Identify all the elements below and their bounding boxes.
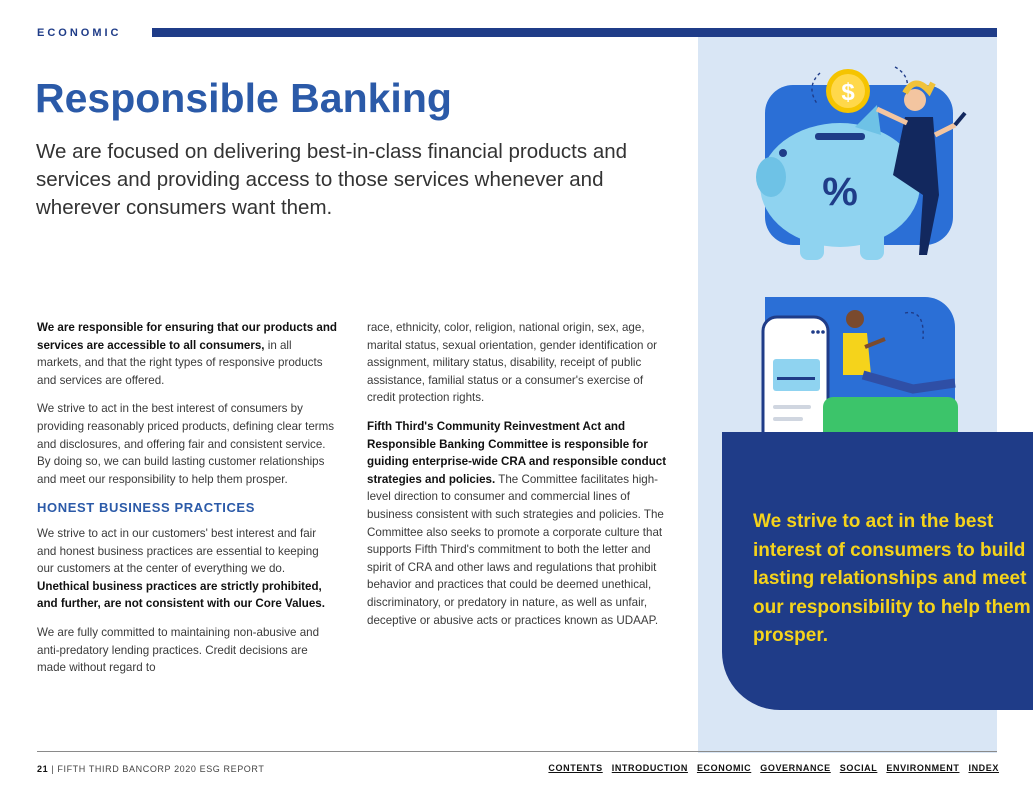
page-number: 21 [37,764,49,774]
bold-lead: We are responsible for ensuring that our products and services are accessible to all consumers, [37,321,337,352]
body-column-1 [37,319,337,688]
section-subheading: HONEST BUSINESS PRACTICES [37,500,255,516]
nav-link-environment[interactable]: ENVIRONMENT [886,763,960,773]
nav-link-contents[interactable]: CONTENTS [548,763,603,773]
paragraph: We strive to act in the best interest of consumers by providing reasonably priced products, defining clear terms and disclosures, and offering fair and consistent service. By doing so, we can build lasting customer relationships and meet our responsibility to help them prosper. [37,402,335,486]
section-bar [152,28,997,37]
footer-report-info [37,764,264,774]
paragraph-text: The Committee facilitates high-level direction to consumer and commercial lines of business consistent with such strategies and policies. The Committee also seeks to promote a corporate culture that supports Fifth Third's commitment to both the letter and spirit of CRA and other laws and regulations that prohibit behavior and practices that could be deemed unethical, discriminatory, or predatory in nature, as well as unfair, deceptive or abusive acts or practices known as UDAAP. [367,472,664,627]
bold-lead: Fifth Third's Community Reinvestment Act and Responsible Banking Committee is responsible for guiding enterprise-wide CRA and responsible conduct strategies and policies. [367,419,667,486]
percent-symbol: % [822,170,858,214]
paragraph-text: in all markets, and that the right types of responsive products and services are offered. [37,338,323,387]
callout-quote: We strive to act in the best interest of consumers to build lasting relationships and meet our responsibility to help them prosper. [753,511,1031,646]
bold-statement: Unethical business practices are strictly prohibited, and further, are not consistent with our Core Values. [37,579,325,611]
nav-link-economic[interactable]: ECONOMIC [696,763,752,773]
paragraph: We are fully committed to maintaining non-abusive and anti-predatory lending practices. Credit decisions are made without regard to [37,625,320,675]
footer-separator: | [51,764,55,774]
nav-link-index[interactable]: INDEX [968,763,999,773]
footer-navigation [548,763,999,773]
paragraph [37,525,337,613]
paragraph [37,319,337,389]
nav-link-social[interactable]: SOCIAL [839,763,878,773]
section-label: ECONOMIC [37,27,122,39]
paragraph [367,418,667,629]
page-title: Responsible Banking [35,75,452,121]
footer-divider [37,751,997,752]
body-column-2 [367,319,667,640]
dollar-symbol: $ [841,79,855,106]
nav-link-introduction[interactable]: INTRODUCTION [611,763,688,773]
paragraph: race, ethnicity, color, religion, national origin, sex, age, marital status, sexual orientation, gender identification or assignment, military status, disability, receipt of public assistance, familial status or a consumer's exercise of credit protection rights. [367,321,658,405]
nav-link-governance[interactable]: GOVERNANCE [760,763,831,773]
paragraph-text: We strive to act in our customers' best interest and fair and honest business practices are essential to keeping our customers at the center of everything we do. [37,526,319,576]
report-name: FIFTH THIRD BANCORP 2020 ESG REPORT [57,764,265,774]
piggy-bank-illustration [745,65,970,265]
page-subtitle: We are focused on delivering best-in-class financial products and services and providing access to those services whenever and wherever consumers want them. [36,140,628,219]
